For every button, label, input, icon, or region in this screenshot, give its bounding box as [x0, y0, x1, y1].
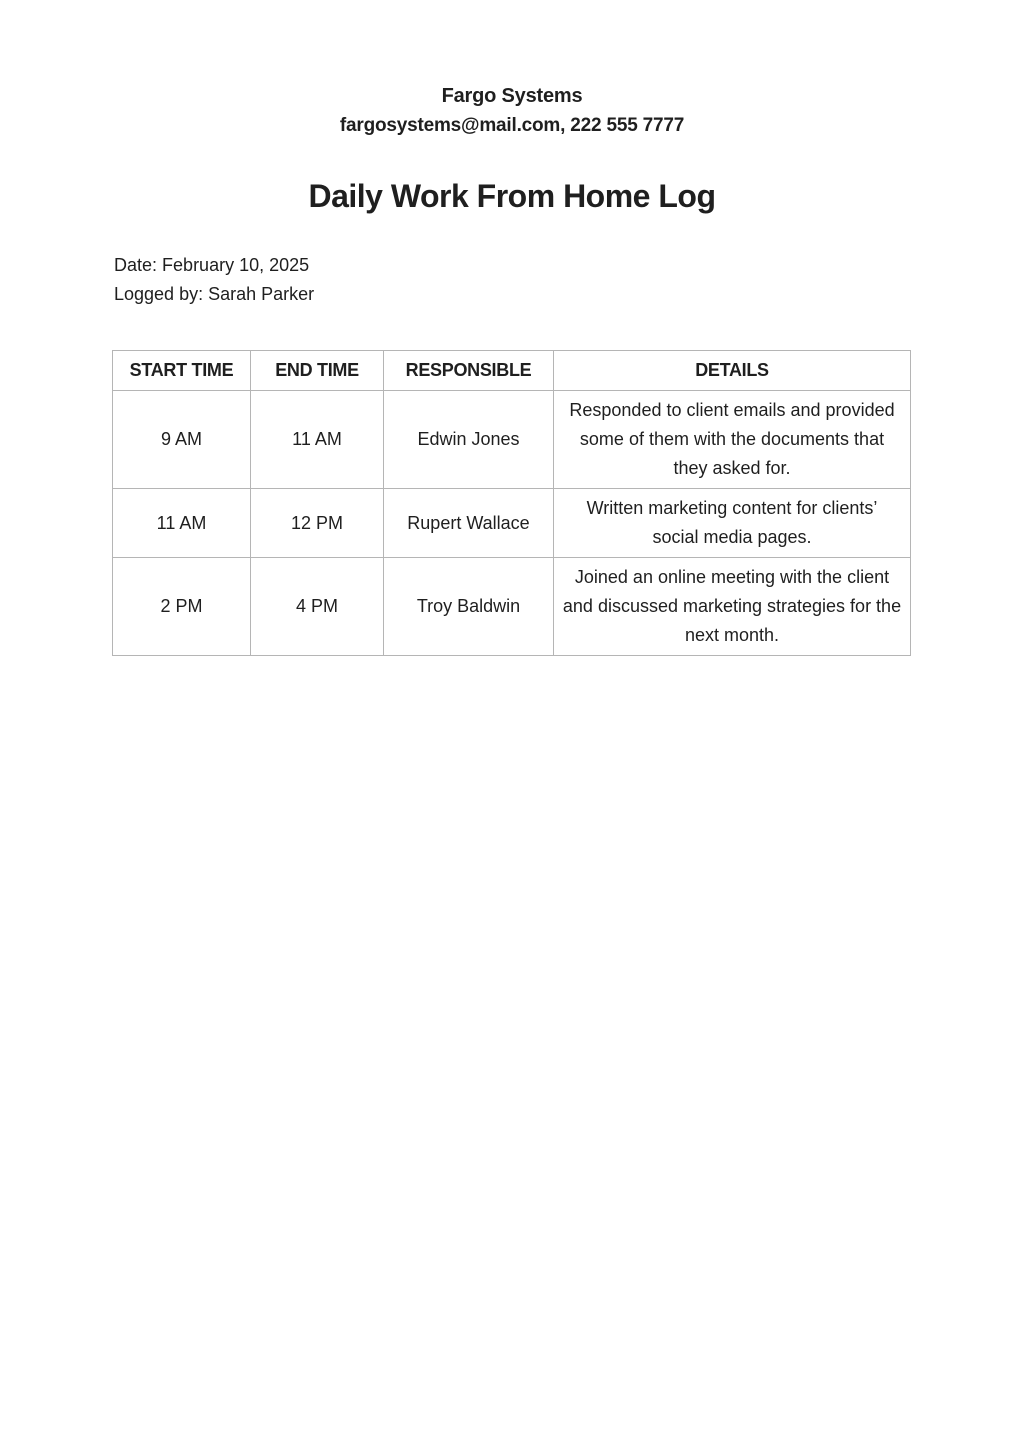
log-meta: [114, 251, 314, 309]
company-header: [0, 82, 1024, 140]
start-time-cell: 2 PM: [113, 558, 251, 656]
column-header-start-time: START TIME: [113, 351, 251, 391]
responsible-cell: Rupert Wallace: [384, 489, 554, 558]
details-cell: Joined an online meeting with the client and discussed marketing strategies for the next month.: [554, 558, 911, 656]
start-time-cell: 11 AM: [113, 489, 251, 558]
details-cell: Responded to client emails and provided some of them with the documents that they asked for.: [554, 391, 911, 489]
column-header-responsible: RESPONSIBLE: [384, 351, 554, 391]
date-line: [114, 251, 314, 280]
responsible-cell: Edwin Jones: [384, 391, 554, 489]
logged-by-label: Logged by:: [114, 284, 204, 304]
end-time-cell: 12 PM: [251, 489, 384, 558]
company-name: Fargo Systems: [441, 85, 583, 107]
log-table: [112, 350, 911, 656]
responsible-cell: Troy Baldwin: [384, 558, 554, 656]
table-header-row: [113, 351, 911, 391]
column-header-details: DETAILS: [554, 351, 911, 391]
start-time-cell: 9 AM: [113, 391, 251, 489]
logged-by-line: [114, 280, 314, 309]
details-cell: Written marketing content for clients’ social media pages.: [554, 489, 911, 558]
date-label: Date:: [114, 255, 158, 275]
table-row: [113, 391, 911, 489]
company-contact: fargosystems@mail.com, 222 555 7777: [339, 115, 685, 136]
page-title: Daily Work From Home Log: [308, 178, 716, 214]
column-header-end-time: END TIME: [251, 351, 384, 391]
end-time-cell: 4 PM: [251, 558, 384, 656]
table-row: [113, 489, 911, 558]
table-row: [113, 558, 911, 656]
date-value: February 10, 2025: [162, 255, 310, 275]
logged-by-value: Sarah Parker: [208, 284, 315, 304]
end-time-cell: 11 AM: [251, 391, 384, 489]
